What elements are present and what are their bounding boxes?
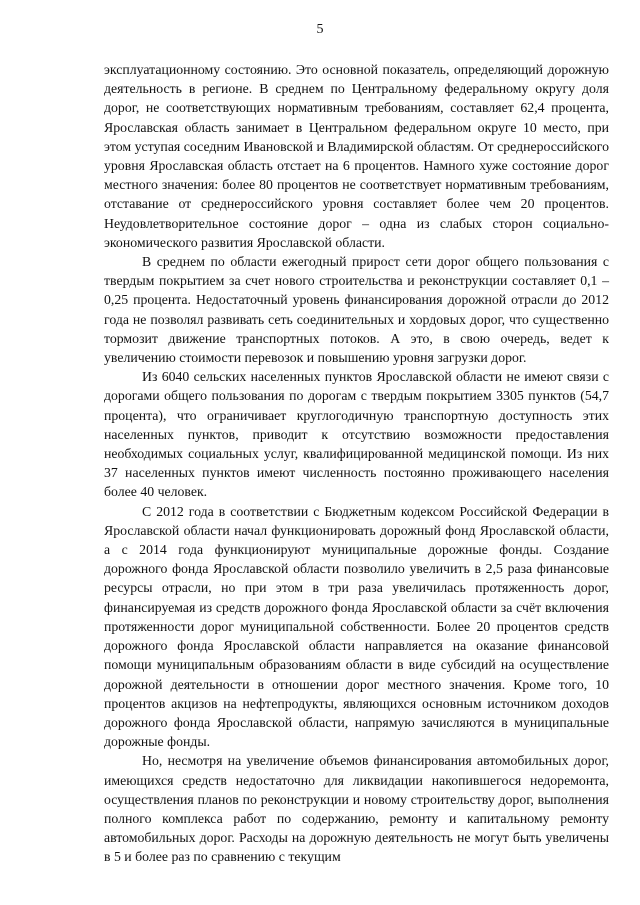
document-body [104, 60, 609, 867]
page-number: 5 [316, 22, 324, 37]
paragraph-1: эксплуатационному состоянию. Это основной показатель, определяющий дорожную деятельность в регионе. В среднем по Центральному федеральному округу доля дорог, не соответствующих нормативным требованиям, составляет 62,4 процента, Ярославская область занимает в Центральном федеральном округе 10 место, при этом уступая соседним Ивановской и Владимирской областям. От среднероссийского уровня Ярославская область отстает на 6 процентов. Намного хуже состояние дорог местного значения: более 80 процентов не соответствует нормативным требованиям, отставание от среднероссийского уровня составляет более чем 20 процентов. Неудовлетворительное состояние дорог – одна из слабых сторон социально-экономического развития Ярославской области. [104, 62, 609, 250]
paragraph-5: Но, несмотря на увеличение объемов финансирования автомобильных дорог, имеющихся средств недостаточно для ликвидации накопившегося недоремонта, осуществления планов по реконструкции и новому строительству дорог, выполнения полного комплекса работ по содержанию, ремонту и капитальному ремонту автомобильных дорог. Расходы на дорожную деятельность не могут быть увеличены в 5 и более раз по сравнению с текущим [104, 753, 609, 865]
paragraph-3: Из 6040 сельских населенных пунктов Ярославской области не имеют связи с дорогами общего пользования по дорогам с твердым покрытием 3305 пунктов (54,7 процента), что ограничивает круглогодичную транспортную доступность этих населенных пунктов, приводит к отсутствию возможности предоставления необходимых социальных услуг, квалифицированной медицинской помощи. Из них 37 населенных пунктов имеют численность постоянно проживающего населения более 40 человек. [104, 369, 609, 500]
paragraph-4: С 2012 года в соответствии с Бюджетным кодексом Российской Федерации в Ярославской области начал функционировать дорожный фонд Ярославской области, а с 2014 года функционируют муниципальные дорожные фонды. Создание дорожного фонда Ярославской области позволило увеличить в 2,5 раза финансовые ресурсы отрасли, но при этом в три раза увеличилась протяженность дорог, финансируемая из средств дорожного фонда Ярославской области за счёт включения протяженности дорог муниципальной собственности. Более 20 процентов средств дорожного фонда Ярославской области направляется на оказание финансовой помощи муниципальным образованиям области в виде субсидий на осуществление дорожной деятельности в отношении дорог местного значения. Кроме того, 10 процентов акцизов на нефтепродукты, являющихся основным источником доходов дорожного фонда Ярославской области, напрямую зачисляются в муниципальные дорожные фонды. [104, 503, 609, 750]
paragraph-2: В среднем по области ежегодный прирост сети дорог общего пользования с твердым покрытием за счет нового строительства и реконструкции составляет 0,1 – 0,25 процента. Недостаточный уровень финансирования дорожной отрасли до 2012 года не позволял развивать сеть соединительных и хордовых дорог, что существенно тормозит движение транспортных потоков. А это, в свою очередь, ведет к увеличению стоимости перевозок и повышению уровня загрузки дорог. [104, 254, 609, 366]
